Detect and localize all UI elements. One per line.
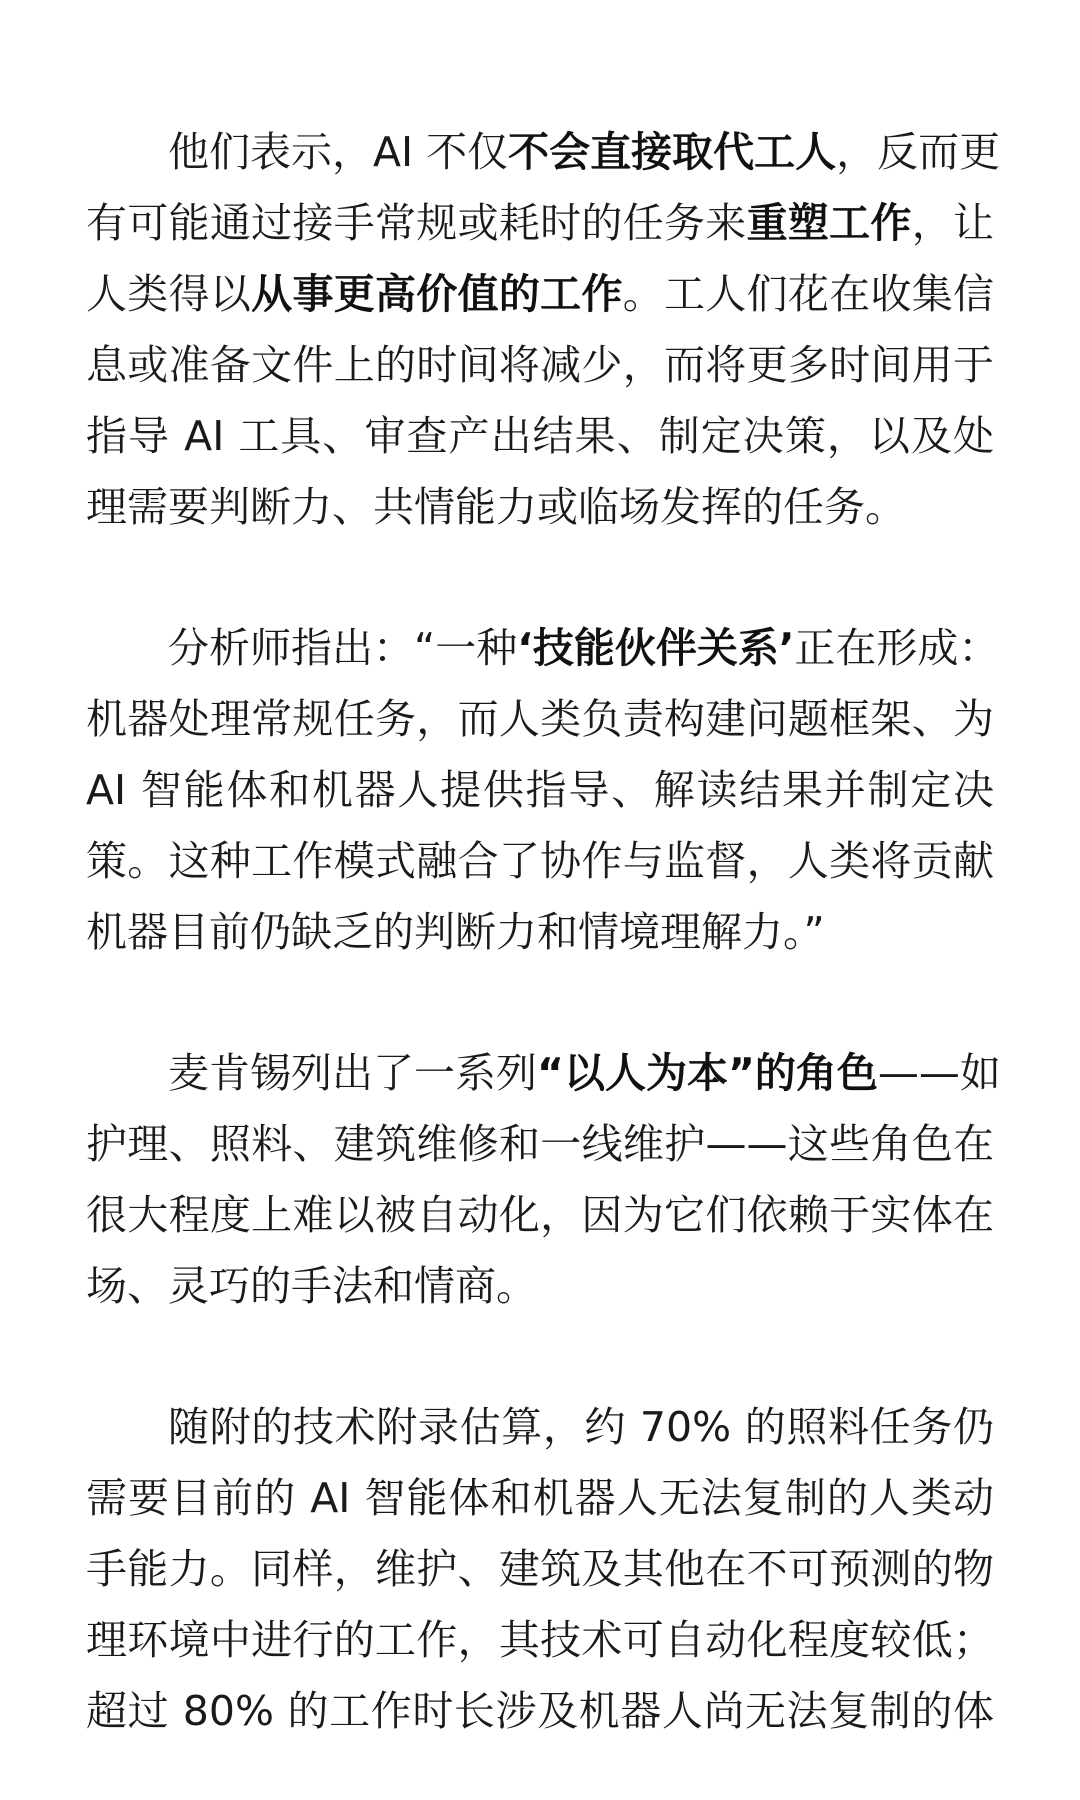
text-run: AI 智能体和机器人提供指导、解读结果并制定决 (86, 766, 994, 814)
text-line (86, 897, 994, 968)
text-line (86, 330, 994, 401)
text-run: 正在形成： (794, 624, 1000, 672)
text-run: 麦肯锡列出了一系列 (168, 1049, 537, 1097)
bold-text: 重塑工作 (746, 199, 912, 247)
text-run: ，反而更 (836, 128, 1001, 176)
bold-text: 不会直接取代工人 (508, 128, 837, 176)
text-line (86, 401, 994, 472)
text-run: 分析师指出：“一种 (168, 624, 518, 672)
text-line (86, 117, 1001, 188)
text-line (86, 1038, 1001, 1109)
text-run: 场、灵巧的手法和情商。 (86, 1262, 537, 1310)
paragraph (86, 1038, 1001, 1322)
text-line (86, 1676, 994, 1747)
text-run: 他们表示，AI 不仅 (168, 128, 509, 176)
text-run: ，让 (911, 199, 995, 247)
paragraph (86, 1392, 994, 1747)
text-line (86, 684, 994, 755)
text-line (86, 188, 994, 259)
text-run: 人类得以 (86, 270, 252, 318)
text-line (86, 1534, 994, 1605)
text-line (86, 613, 1000, 684)
bold-text: 从事更高价值的工作 (251, 270, 623, 318)
text-line (86, 1180, 994, 1251)
text-line (86, 1251, 994, 1322)
text-run: 息或准备文件上的时间将减少，而将更多时间用于 (86, 341, 994, 389)
bold-text: ‘技能伙伴关系’ (517, 624, 795, 672)
text-line (86, 1463, 994, 1534)
text-run: 需要目前的 AI 智能体和机器人无法复制的人类动 (86, 1474, 994, 1522)
text-line (86, 472, 994, 543)
paragraph (86, 117, 1001, 543)
text-line (86, 1605, 994, 1676)
text-run: 理环境中进行的工作，其技术可自动化程度较低； (86, 1616, 994, 1664)
bold-text: “以人为本”的角色 (537, 1049, 878, 1097)
text-run: 手能力。同样，维护、建筑及其他在不可预测的物 (86, 1545, 994, 1593)
text-run: 。工人们花在收集信 (622, 270, 995, 318)
text-run: ——如 (877, 1049, 1001, 1097)
text-run: 超过 80% 的工作时长涉及机器人尚无法复制的体 (86, 1687, 994, 1735)
text-run: 指导 AI 工具、审查产出结果、制定决策，以及处 (86, 412, 994, 460)
text-line (86, 826, 994, 897)
text-run: 护理、照料、建筑维修和一线维护——这些角色在 (86, 1120, 994, 1168)
text-run: 很大程度上难以被自动化，因为它们依赖于实体在 (86, 1191, 994, 1239)
text-run: 有可能通过接手常规或耗时的任务来 (86, 199, 747, 247)
text-run: 随附的技术附录估算，约 70% 的照料任务仍 (168, 1403, 994, 1451)
text-line (86, 1109, 994, 1180)
text-run: 机器目前仍缺乏的判断力和情境理解力。” (86, 908, 825, 956)
text-line (86, 259, 994, 330)
text-line (86, 1392, 994, 1463)
text-run: 机器处理常规任务，而人类负责构建问题框架、为 (86, 695, 994, 743)
text-line (86, 755, 994, 826)
text-run: 策。这种工作模式融合了协作与监督，人类将贡献 (86, 837, 994, 885)
paragraph (86, 613, 1000, 968)
text-run: 理需要判断力、共情能力或临场发挥的任务。 (86, 483, 906, 531)
